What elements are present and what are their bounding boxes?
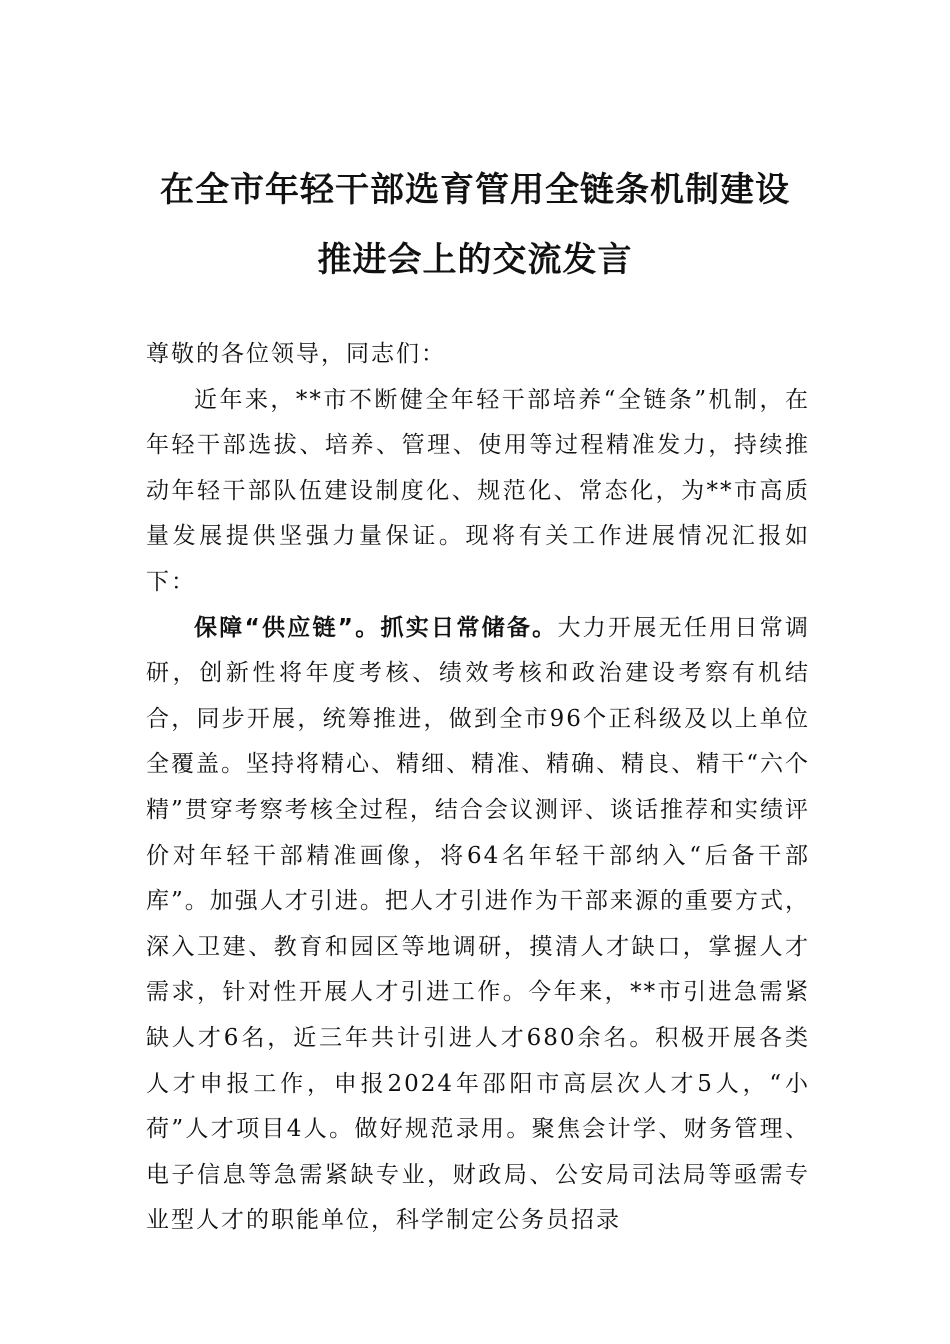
intro-paragraph: 近年来，**市不断健全年轻干部培养“全链条”机制，在年轻干部选拔、培养、管理、使用等过程精准发力，持续推动年轻干部队伍建设制度化、规范化、常态化，为**市高质量发展提供坚强力量保证。现将有关工作进展情况汇报如下： bbox=[146, 386, 810, 595]
section1-heading: 保障“供应链”。抓实日常储备。 bbox=[194, 614, 558, 641]
section1-text: 大力开展无任用日常调研，创新性将年度考核、绩效考核和政治建设考察有机结合，同步开展，统筹推进，做到全市96个正科级及以上单位全覆盖。坚持将精心、精细、精准、精确、精良、精干“六个精”贯穿考察考核全过程，结合会议测评、谈话推荐和实绩评价对年轻干部精准画像，将64名年轻干部纳入“后备干部库”。加强人才引进。把人才引进作为干部来源的重要方式，深入卫建、教育和园区等地调研，摸清人才缺口，掌握人才需求，针对性开展人才引进工作。今年来，**市引进急需紧缺人才6名，近三年共计引进人才680余名。积极开展各类人才申报工作，申报2024年邵阳市高层次人才5人，“小荷”人才项目4人。做好规范录用。聚焦会计学、财务管理、电子信息等急需紧缺专业，财政局、公安局司法局等亟需专业型人才的职能单位，科学制定公务员招录 bbox=[146, 614, 811, 1234]
greeting: 尊敬的各位领导，同志们： bbox=[146, 341, 446, 367]
document-title-line2: 推进会上的交流发言 bbox=[317, 240, 633, 280]
section1-paragraph bbox=[146, 606, 810, 1244]
document-body bbox=[146, 332, 810, 1244]
document-title-line1: 在全市年轻干部选育管用全链条机制建设 bbox=[160, 170, 790, 210]
